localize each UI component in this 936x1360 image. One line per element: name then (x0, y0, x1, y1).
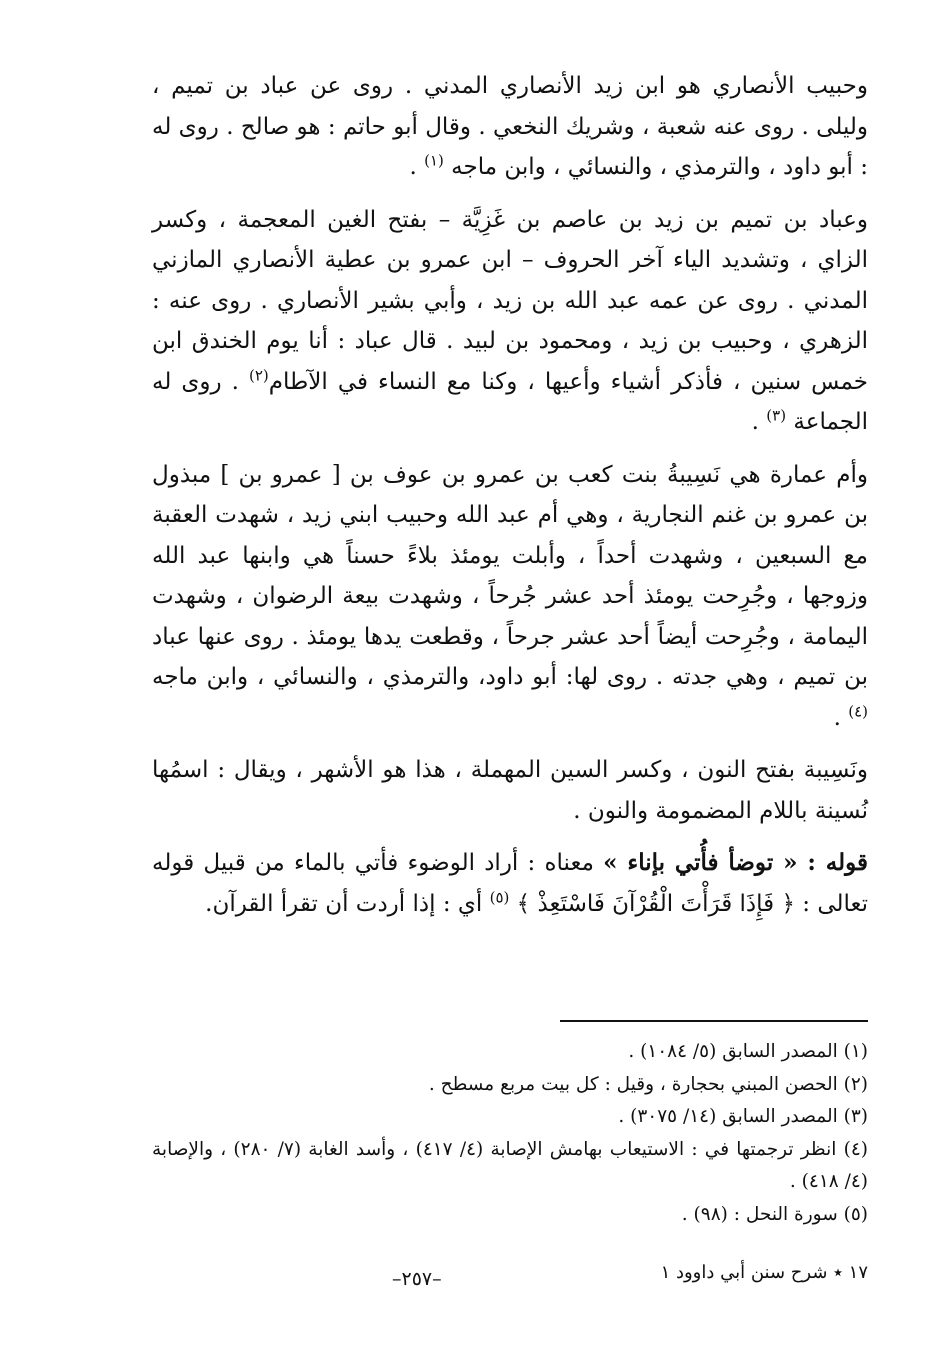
signature-mark: ١٧ ٭ شرح سنن أبي داوود ١ (660, 1262, 868, 1283)
footnote-ref-1[interactable]: (١) (424, 151, 444, 170)
paragraph-qawluhu (152, 843, 868, 924)
paragraph-text: وحبيب الأنصاري هو ابن زيد الأنصاري المدني . روى عن عباد بن تميم ، وليلى . روى عنه شعبة ، وشريك النخعي . وقال أبو حاتم : هو صالح . روى له : أبو داود ، والترمذي ، والنسائي ، وابن ماجه (152, 73, 868, 180)
footnote-2: (٢) الحصن المبني بحجارة ، وقيل : كل بيت مربع مسطح . (428, 1073, 868, 1095)
footnote-4: (٤) انظر ترجمتها في : الاستيعاب بهامش الإصابة (٤/ ٤١٧) ، وأسد الغابة (٧/ ٢٨٠) ، والإصابة (٤/ ٤١٨) . (152, 1138, 868, 1192)
footnote-ref-4[interactable]: (٤) (848, 701, 868, 720)
paragraph-end: . (409, 154, 425, 180)
paragraph-text: معناه : أراد الوضوء فأتي بالماء من قبيل قوله تعالى : ﴿ فَإِذَا قَرَأْتَ الْقُرْآنَ فَاسْتَعِذْ ﴾ (152, 850, 868, 917)
footnote-ref-5[interactable]: (٥) (489, 887, 510, 906)
paragraph-habib (152, 66, 868, 188)
paragraph-middle: . روى له الجماعة (152, 368, 868, 435)
paragraph-text: وعباد بن تميم بن زيد بن عاصم بن غَزِيَّة – بفتح الغين المعجمة ، وكسر الزاي ، وتشديد الياء آخر الحروف – ابن عمرو بن عطية الأنصاري المازني المدني . روى عن عمه عبد الله بن زيد ، وأبي بشير الأنصاري . روى عنه : الزهري ، وحبيب بن زيد ، ومحمود بن لبيد . قال عباد : أنا يوم الخندق ابن خمس سنين ، فأذكر أشياء وأعيها ، وكنا مع النساء في الآطام (152, 206, 868, 395)
footnote-ref-3[interactable]: (٣) (766, 406, 787, 425)
page-number: –٢٥٧– (392, 1268, 442, 1290)
paragraph-abbad (152, 200, 868, 443)
footnotes-section (152, 1036, 868, 1231)
paragraph-end: . (833, 704, 849, 731)
footnote-separator (560, 1020, 868, 1022)
paragraph-end: أي : إذا أردت أن تقرأ القرآن. (205, 890, 490, 917)
page-footer (152, 1262, 868, 1292)
footnote-3: (٣) المصدر السابق (١٤/ ٣٠٧٥) . (618, 1106, 868, 1127)
paragraph-nasiba (152, 750, 868, 831)
paragraph-end: . (751, 409, 767, 435)
footnote-ref-2[interactable]: (٢) (248, 365, 269, 384)
footnote-5: (٥) سورة النحل : (٩٨) . (681, 1203, 868, 1225)
paragraph-text: ونَسِيبة بفتح النون ، وكسر السين المهملة ، هذا هو الأشهر ، ويقال : اسمُها نُسينة باللام المضمومة والنون . (152, 757, 868, 824)
paragraph-umm-umara (152, 455, 868, 739)
page-body (152, 66, 868, 936)
quoted-phrase: قوله : « توضأ فأُتي بإناء » (603, 849, 869, 876)
footnote-1: (١) المصدر السابق (٥/ ١٠٨٤) . (628, 1041, 868, 1062)
paragraph-text: وأم عمارة هي نَسِيبةُ بنت كعب بن عمرو بن عوف بن [ عمرو بن ] مبذول بن عمرو بن غنم النجارية ، وهي أم عبد الله وحبيب ابني زيد ، شهدت العقبة مع السبعين ، وشهدت أحداً ، وأبلت يومئذ بلاءً حسناً هي وابنها عبد الله وزوجها ، وجُرِحت يومئذ أحد عشر جُرحاً ، وشهدت بيعة الرضوان ، وشهدت اليمامة ، وجُرِحت أيضاً أحد عشر جرحاً ، وقطعت يدها يومئذ . روى عنها عباد بن تميم ، وهي جدته . روى لها: أبو داود، والترمذي ، والنسائي ، وابن ماجه (152, 461, 868, 690)
